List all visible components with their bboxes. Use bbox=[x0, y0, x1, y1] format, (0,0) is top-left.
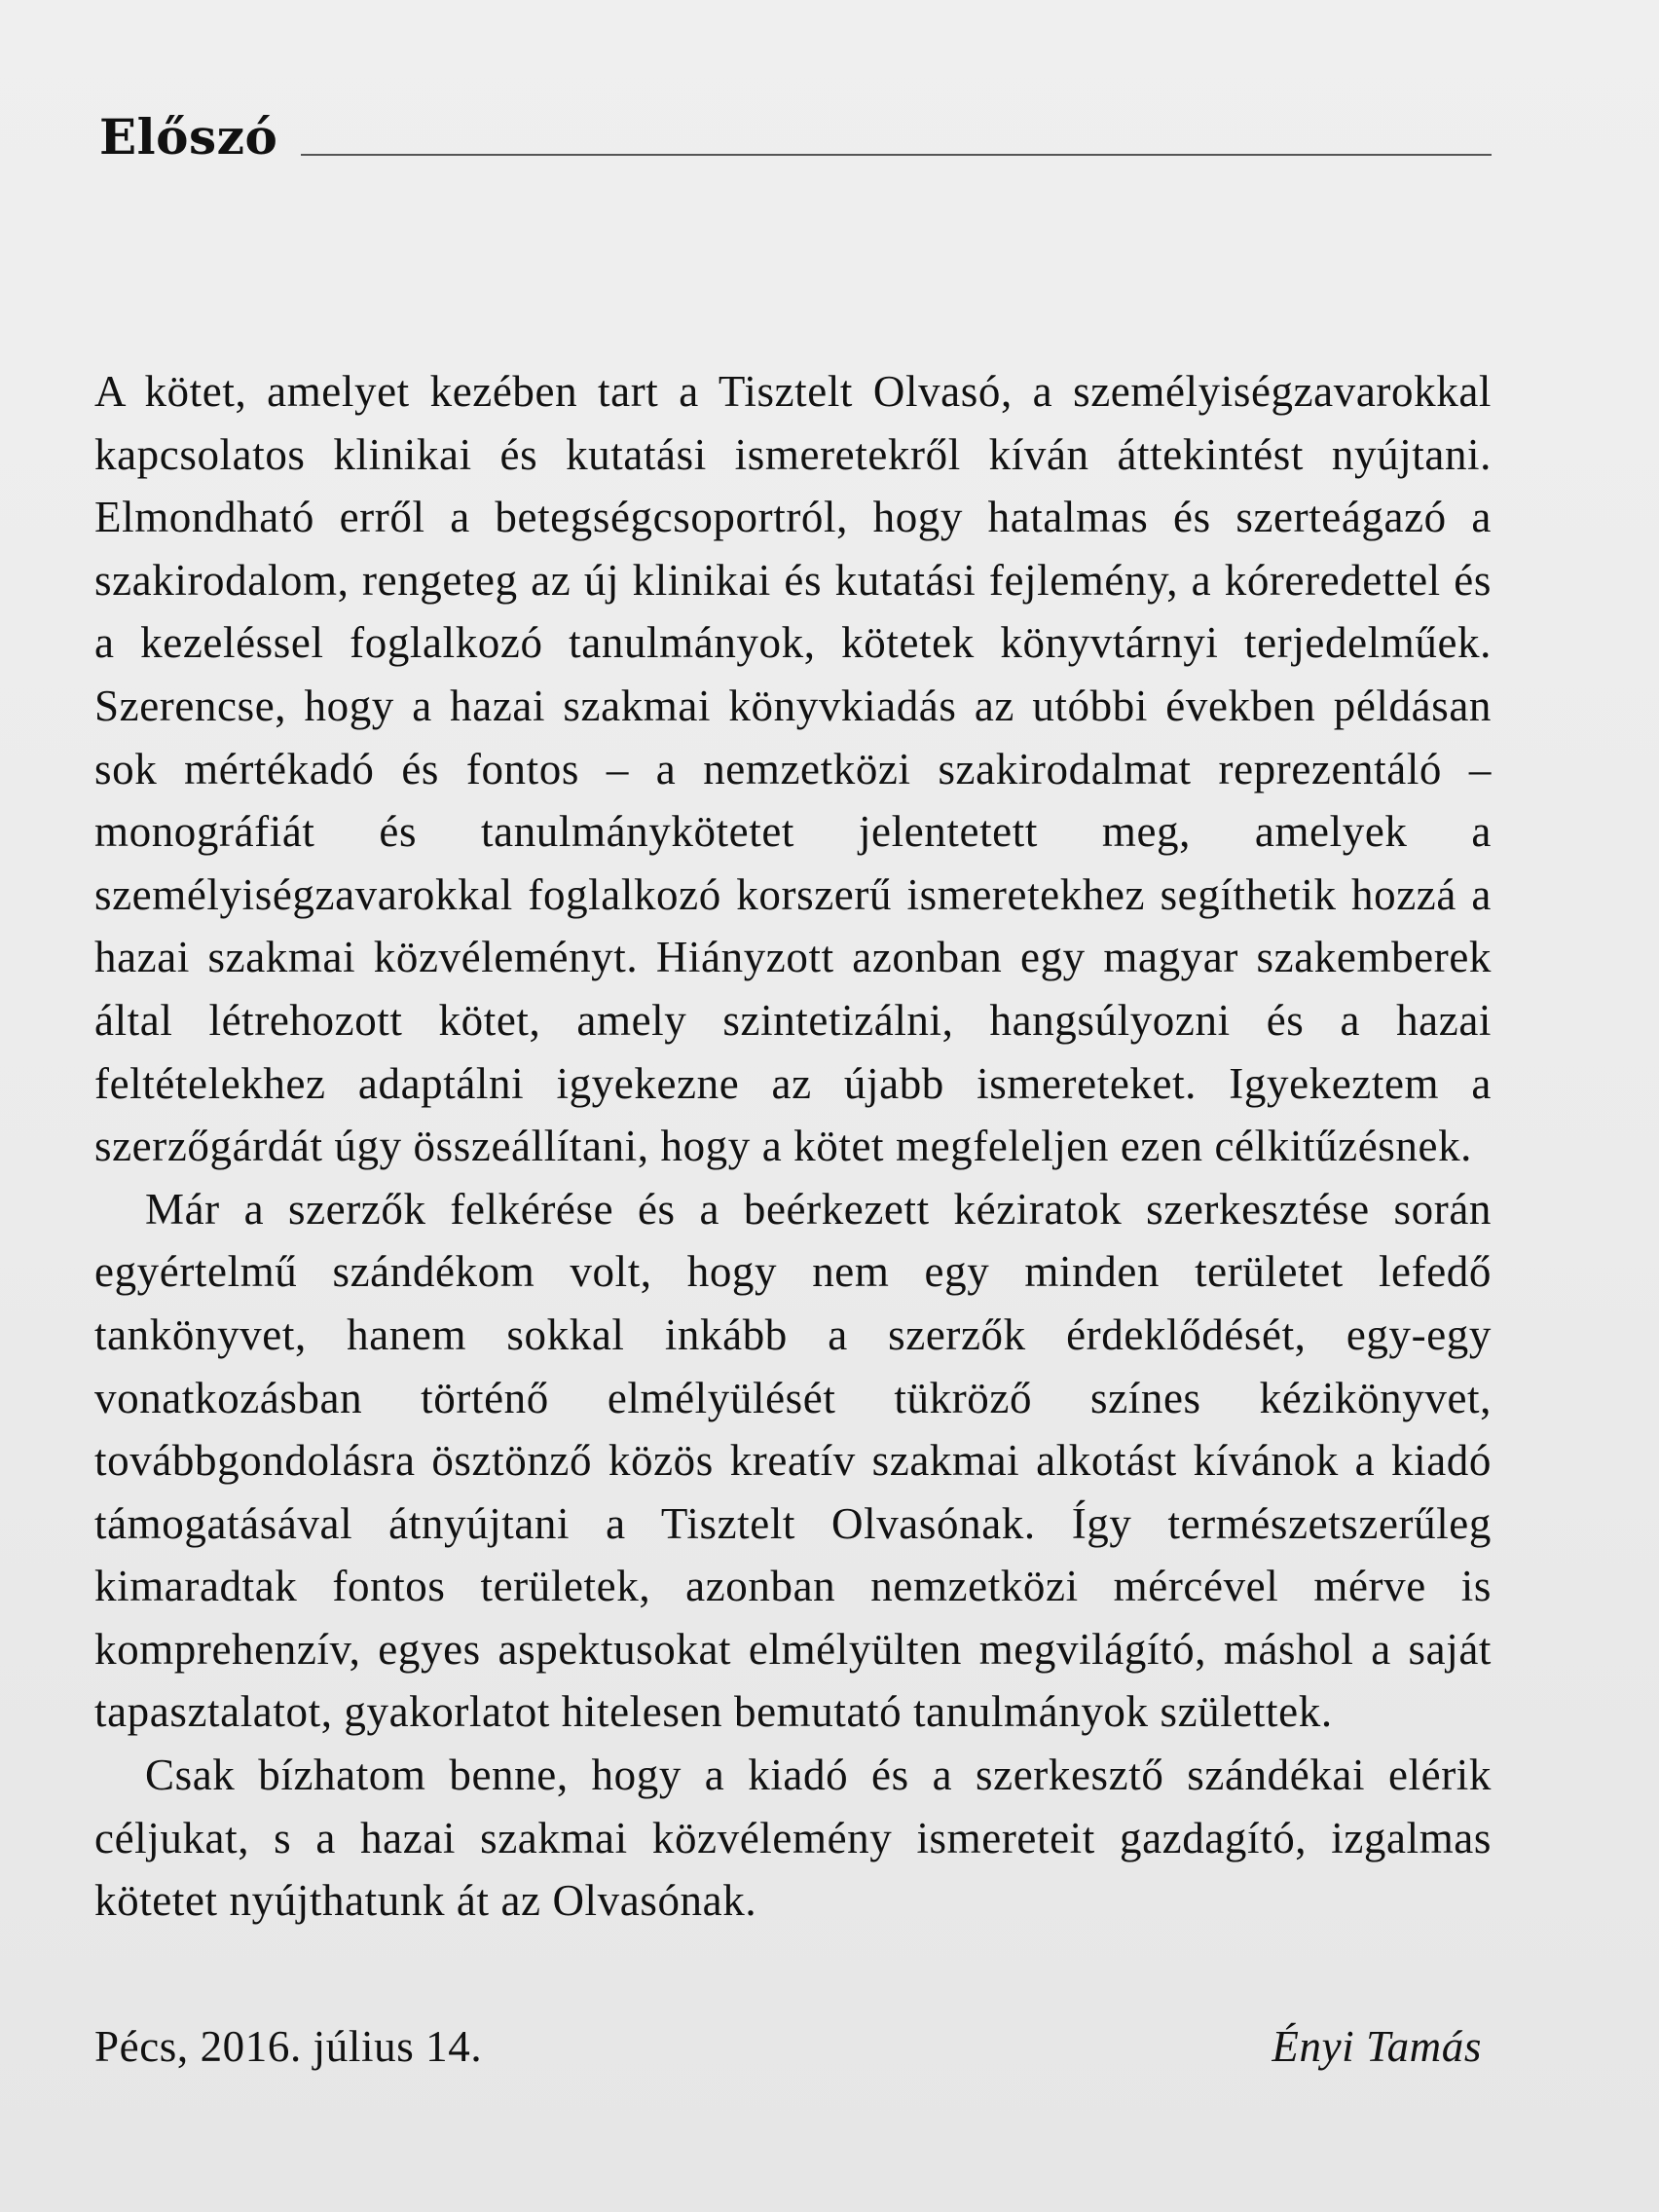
paragraph-3: Csak bízhatom benne, hogy a kiadó és a szerkesztő szándékai elérik céljukat, s a hazai szakmai közvélemény ismereteit gazdagító, izgalmas kötetet nyújthatunk át az Olvasónak. bbox=[94, 1751, 1492, 1926]
chapter-header bbox=[99, 93, 1492, 166]
paragraph-2: Már a szerzők felkérése és a beérkezett kéziratok szerkesztése során egyértelmű szándékom volt, hogy nem egy minden területet lefedő tankönyvet, hanem sokkal inkább a szerzők érdeklődését, egy-egy vonatkozásban történő elmélyülését tükröző színes kézikönyvet, továbbgondolásra ösztönző közös kreatív szakmai alkotást kívánok a kiadó támogatásával átnyújtani a Tisztelt Olvasónak. Így természetszerűleg kimaradtak fontos területek, azonban nemzetközi mércével mérve is komprehenzív, egyes aspektusokat elmélyülten megvilágító, máshol a saját tapasztalatot, gyakorlatot hitelesen bemutató tanulmányok születtek. bbox=[94, 1184, 1492, 1737]
title-rule bbox=[301, 154, 1492, 156]
paragraph-1: A kötet, amelyet kezében tart a Tisztelt Olvasó, a személyiségzavarokkal kapcsolatos klinikai és kutatási ismeretekről kíván áttekintést nyújtani. Elmondható erről a betegségcsoportról, hogy hatalmas és szerteágazó a szakirodalom, rengeteg az új klinikai és kutatási fejlemény, a kóreredettel és a kezeléssel foglalkozó tanulmányok, kötetek könyvtárnyi terjedelműek. Szerencse, hogy a hazai szakmai könyvkiadás az utóbbi években példásan sok mértékadó és fontos – a nemzetközi szakirodalmat reprezentáló – monográfiát és tanulmánykötetet jelentetett meg, amelyek a személyiségzavarokkal foglalkozó korszerű ismeretekhez segíthetik hozzá a hazai szakmai közvéleményt. Hiányzott azonban egy magyar szakemberek által létrehozott kötet, amely szintetizálni, hangsúlyozni és a hazai feltételekhez adaptálni igyekezne az újabb ismereteket. Igyekeztem a szerzőgárdát úgy összeállítani, hogy a kötet megfeleljen ezen célkitűzésnek. bbox=[94, 367, 1492, 1171]
chapter-title: Előszó bbox=[99, 108, 278, 166]
place-date: Pécs, 2016. július 14. bbox=[94, 2022, 483, 2071]
signoff bbox=[94, 2015, 1482, 2078]
author-name: Ényi Tamás bbox=[1272, 2022, 1482, 2071]
body-text bbox=[94, 360, 1492, 1933]
